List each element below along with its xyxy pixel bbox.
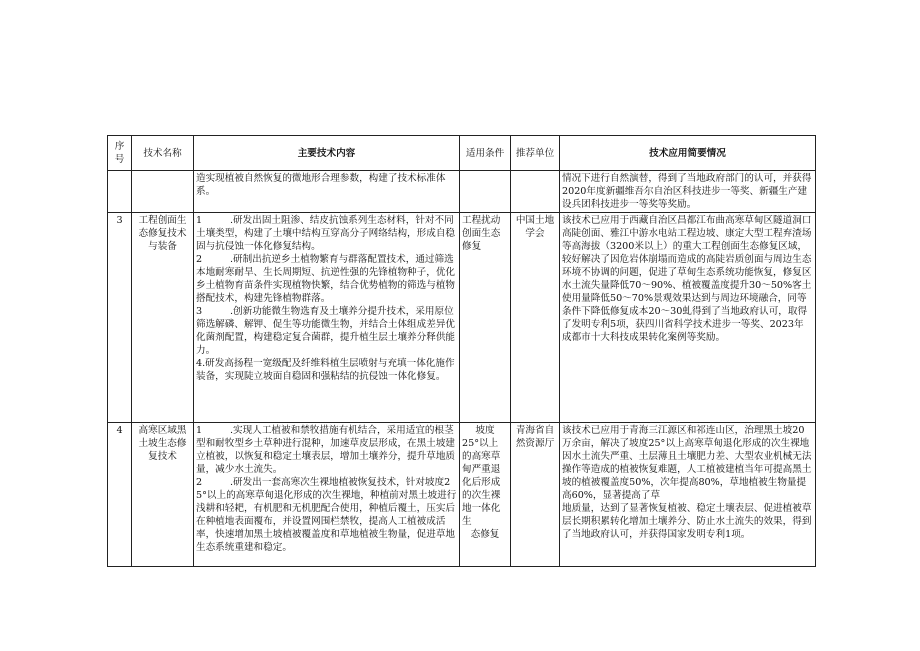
condition-line: 地一体化 [462, 503, 501, 514]
cell-application: 情况下进行自然演替，得到了当地政府部门的认可，并获得2020年度新疆维吾尔自治区科技进步一等奖、新疆生产建设兵团科技进步一等奖等奖励。 [560, 171, 816, 213]
header-seq: 序号 [108, 136, 132, 171]
item-text: .研发出固土阻渗、结皮抗蚀系列生态材料，针对不同土壤类型，构建了土壤中结构互穿高分子网络结构，形成自稳固与抗侵蚀一体化修复结构。 [196, 215, 456, 252]
content-item [196, 476, 457, 554]
table-row [108, 213, 816, 423]
cell-name: 高寒区域黑土坡生态修复技术 [132, 423, 194, 567]
item-text: .实现人工植被和禁牧措施有机结合，采用适宜的根茎型和耐牧型乡土草种进行混种，加速草皮层形成，在黑土坡建立植被，以恢复和稳定土壤表层，增加土壤养分，提升草地质量，减少水土流失。 [196, 425, 456, 475]
content-item [196, 253, 457, 305]
item-number: 3 [196, 306, 203, 317]
cell-content [194, 213, 460, 423]
cell-conditions: 工程扰动创面生态修复 [460, 213, 511, 423]
item-number: 2 [196, 477, 203, 488]
header-application: 技术应用简要情况 [560, 136, 816, 171]
header-conditions: 适用条件 [460, 136, 511, 171]
item-number: 2 [196, 254, 203, 265]
table-row [108, 171, 816, 213]
table-row [108, 423, 816, 567]
technology-table [107, 135, 816, 567]
cell-conditions [460, 423, 511, 567]
cell-name: 工程创面生态修复技术与装备 [132, 213, 194, 423]
table-header-row [108, 136, 816, 171]
cell-content [194, 423, 460, 567]
condition-line: 态修复 [470, 529, 500, 540]
cell-recommender: 中国土地学会 [511, 213, 560, 423]
cell-seq [108, 171, 132, 213]
cell-application [560, 423, 816, 567]
cell-conditions [460, 171, 511, 213]
condition-line: 生 [462, 516, 472, 527]
header-content: 主要技术内容 [194, 136, 460, 171]
cell-seq: 3 [108, 213, 132, 423]
condition-line: 25°以上 [462, 438, 499, 449]
content-text: 造实现植被自然恢复的微地形合理参数，构建了技术标准体系。 [196, 173, 446, 197]
condition-line: 的次生裸 [462, 490, 501, 501]
item-text: 4.研发高扬程一宽级配及纤维料植生层喷射与充填一体化施作装备，实现陡立坡面自稳固和强粘结的抗侵蚀一体化修复。 [196, 358, 455, 382]
cell-recommender [511, 171, 560, 213]
cell-content [194, 171, 460, 213]
content-item [196, 424, 457, 476]
condition-line: 坡度 [475, 425, 495, 436]
item-number: 1 [196, 215, 203, 226]
header-recommender: 推荐单位 [511, 136, 560, 171]
content-item [196, 357, 457, 383]
condition-line: 化后形成 [462, 477, 501, 488]
application-text: 该技术已应用于青海三江源区和祁连山区，治理黑土坡20万余亩，解决了坡度25°以上高寒草甸退化形成的次生裸地因水土流失严重、土层薄且土壤肥力差、大型农业机械无法操作等造成的植被恢复难题，人工植被建植当年可提高黑土坡的植被覆盖度50%，次年提高80%，草地植被生物量提高60%，显著提高了草 [562, 425, 812, 501]
condition-line: 的高寒草 [462, 451, 501, 462]
cell-name [132, 171, 194, 213]
cell-recommender: 青海省自然资源厅 [511, 423, 560, 567]
condition-line: 甸严重退 [462, 464, 501, 475]
item-text: .研发出一套高寒次生裸地植被恢复技术，针对坡度25°以上的高寒草甸退化形成的次生裸地，种植前对黑土坡进行浅耕和轻耙，有机肥和无机肥配合使用，种植后覆土，压实后在种植地表面覆布，并设置网围栏禁牧，提高人工植被成活率，快速增加黑土坡植被覆盖度和草地植被生物量，促进草地生态系统重建和稳定。 [196, 477, 457, 553]
content-item [196, 214, 457, 253]
cell-seq: 4 [108, 423, 132, 567]
content-item [196, 305, 457, 357]
item-text: .创新功能微生物选育及土壤养分提升技术，采用原位筛选解磷、解钾、促生等功能微生物，并结合土体组成差异优化菌剂配置，构建稳定复合菌群，提升植生层土壤养分释供能力。 [196, 306, 456, 356]
application-text: 地质量，达到了显著恢复植被、稳定土壤表层、促进植被草层长期积累转化增加土壤养分、防止水土流失的效果，得到了当地政府认可，并获得国家发明专利1项。 [562, 503, 812, 540]
item-text: .研制出抗逆乡土植物繁育与群落配置技术，通过筛选本地耐寒耐旱、生长周期短、抗逆性强的先锋植物种子，优化乡土植物育苗条件实现植物快繁，结合优势植物的筛选与植物搭配技术，构建先锋植物群落。 [196, 254, 456, 304]
cell-application: 该技术已应用于西藏自治区昌都江布曲高寒草甸区隧道洞口高陡创面、雅江中游水电站工程边坡、康定大型工程弃渣场等高海拔（3200米以上）的重大工程创面生态修复区域，较好解决了因危岩体崩塌而造成的高陡岩质创面与周边生态环境不协调的问题，促进了草甸生态系统功能恢复，修复区水土流失量降低70～90%、植被覆盖度提升30～50%客土使用量降低50～70%景观效果达到与周边环境融合，同等条件下降低修复成本20～30虬得到了当地政府认可，取得了发明专利5项，获四川省科学技术进步一等奖、2023年成都市十大科技成果转化案例等奖励。 [560, 213, 816, 423]
item-number: 1 [196, 425, 203, 436]
header-name: 技术名称 [132, 136, 194, 171]
